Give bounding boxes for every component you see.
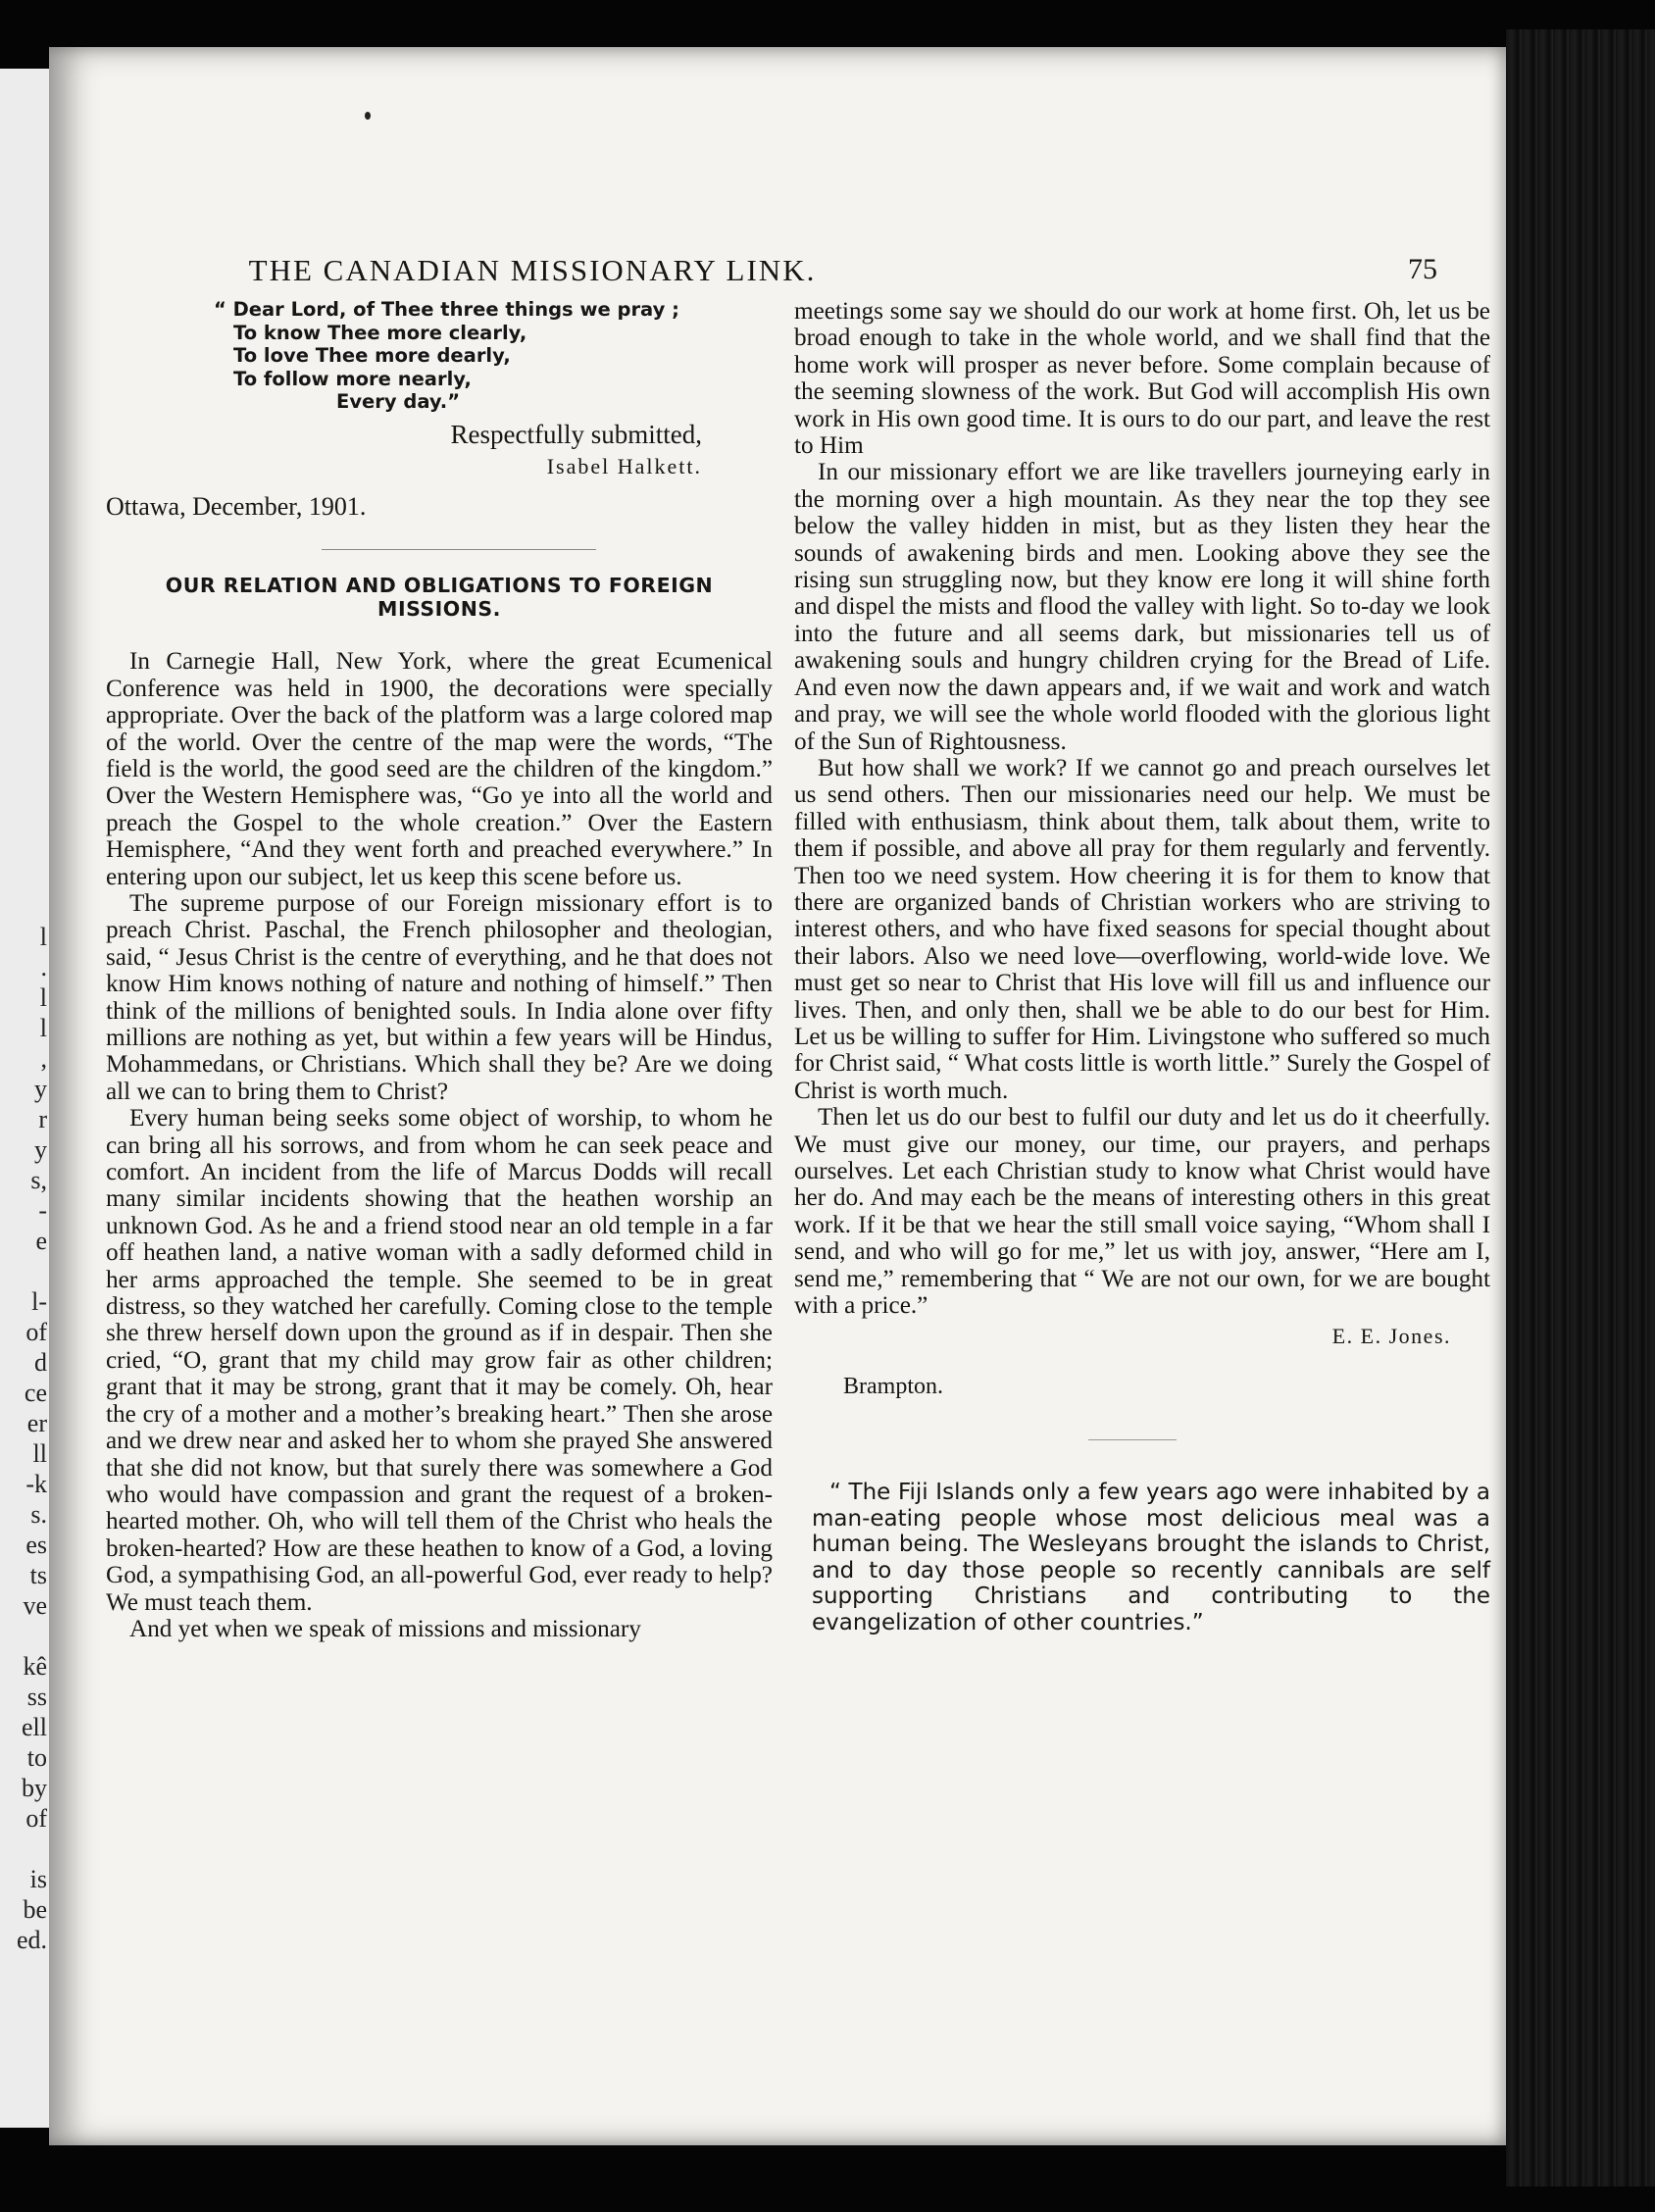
facing-page-fragment: ss	[26, 1683, 47, 1711]
facing-page-fragment: to	[26, 1743, 47, 1772]
facing-page-fragment: l	[39, 1014, 47, 1042]
paragraph: In Carnegie Hall, New York, where the great Ecumenical Conference was held in 1900, the decorations were specially appropriate. Over the back of the platform was a large colored map of the world. Over the centre of the map were the words, “The field is the world, the good seed are the children of the kingdom.” Over the Western Hemisphere was, “Go ye into all the world and preach the Gospel to the whole creation.” Over the Eastern Hemisphere, “And they went forth and preached everywhere.” In entering upon our subject, let us keep this scene before us.	[106, 648, 773, 890]
left-column	[106, 298, 773, 1642]
fiji-quote: “ The Fiji Islands only a few years ago were inhabited by a man-eating people whose most delicious meal was a human being. The Wesleyans brought the islands to Christ, and to day those people so recently cannibals are self supporting Christians and contributing to the evangelization of other countries.”	[812, 1480, 1490, 1635]
facing-page-fragment: l-	[31, 1287, 47, 1316]
poem-line: To love Thee more dearly,	[233, 344, 511, 367]
book-spine	[1506, 29, 1655, 2187]
poem-line: “ Dear Lord, of Thee three things we pray ;	[214, 298, 679, 321]
facing-page-fragment: ll	[32, 1439, 47, 1468]
poem-line: To follow more nearly,	[233, 367, 472, 390]
facing-page-fragment: r	[38, 1105, 47, 1133]
paragraph: Then let us do our best to fulfil our duty and let us do it cheerfully. We must give our money, our time, our prayers, and perhaps ourselves. Let each Christian study to know what Christ would have her do. And may each be the means of interesting others in this great work. If it be that we hear the still small voice saying, “Whom shall I send, and who will go for me,” let us with joy, answer, “Here am I, send me,” remembering that “ We are not our own, for we are bought with a price.”	[794, 1104, 1490, 1320]
facing-page-fragment	[17, 1621, 47, 1651]
poem-line: Every day.”	[336, 390, 461, 413]
paragraph: But how shall we work? If we cannot go and preach ourselves let us send others. Then our missionaries need our help. We must be filled with enthusiasm, think about them, talk about them, write to them if possible, and above all pray for them regularly and fervently. Then too we need system. How cheering it is for them to know that there are organized bands of Christian workers who are striving to interest others, and who have fixed seasons for special thought about their labors. Also we need love—overflowing, world-wide love. We must get so near to Christ that His love will fill us and influence our lives. Then, and only then, shall we be able to do our best for Him. Let us be willing to suffer for Him. Livingstone who suffered so much for Christ said, “ What costs little is worth little.” Surely the Gospel of Christ is worth much.	[794, 754, 1490, 1104]
facing-page-fragment: ell	[22, 1713, 47, 1741]
facing-page-fragment: ce	[24, 1379, 47, 1407]
facing-page-fragment: ,	[40, 1044, 47, 1073]
facing-page-fragment: ve	[23, 1591, 47, 1620]
facing-page-fragment: l	[39, 923, 47, 951]
section-divider	[1088, 1439, 1177, 1440]
closing: Respectfully submitted,	[450, 419, 702, 449]
facing-page-fragment: .	[40, 953, 47, 981]
facing-page-fragments	[17, 922, 47, 1955]
section-divider	[322, 549, 596, 550]
signature: Isabel Halkett.	[546, 453, 702, 478]
facing-page-fragment: be	[23, 1895, 47, 1924]
paragraph: In our missionary effort we are like travellers journeying early in the morning over a high mountain. As they near the top they see below the valley hidden in mist, but as they listen they hear the sounds of awakening birds and men. Looking above they see the rising sun struggling now, but they know ere long it will shine forth and dispel the mists and flood the valley with light. So to-day we look into the future and all seems dark, but missionaries tell us of awakening souls and hungry children crying for the Bread of Life. And even now the dawn appears and, if we wait and work and watch and pray, we will see the whole world flooded with the glorious light of the Sun of Rightousness.	[794, 459, 1490, 755]
facing-page-fragment: by	[22, 1774, 47, 1802]
facing-page-fragment: ts	[29, 1561, 47, 1589]
author-place: Brampton.	[843, 1373, 943, 1399]
facing-page-fragment: s.	[30, 1500, 47, 1529]
paragraph: Every human being seeks some object of worship, to whom he can bring all his sorrows, and from whom he can seek peace and comfort. An incident from the life of Marcus Dodds will recall many similar incidents showing that the heathen worship an unknown God. As he and a friend stood near an old temple in a far off heathen land, a native woman with a sadly deformed child in her arms approached the temple. She seemed to be in great distress, so they watched her carefully. Coming close to the temple she threw herself down upon the ground as if in despair. Then she cried, “O, grant that my child may grow fair as other children; grant that it may be strong, grant that it may be comely. Oh, hear the cry of a mother and a mother’s breaking heart.” Then she arose and we drew near and asked her to whom she prayed She answered that she did not know, but that surely there was somewhere a God who would have compassion and grant the request of a broken-hearted mother. Oh, who will tell them of the Christ who heals the broken-hearted? How are these heathen to know of a God, a loving God, a sympathising God, an all-powerful God, ever ready to help? We must teach them.	[106, 1105, 773, 1616]
page-number: 75	[1408, 253, 1437, 285]
paragraph: The supreme purpose of our Foreign missionary effort is to preach Christ. Paschal, the French philosopher and theologian, said, “ Jesus Christ is the centre of everything, and he that does not know Him knows nothing of nature and nothing of himself.” Then think of the millions of benighted souls. In India alone over fifty millions are nothing as yet, but within a few years will be Hindus, Mohammedans, or Christians. Which shall they be? Are we doing all we can to bring them to Christ?	[106, 889, 773, 1105]
facing-page-fragment: ed.	[16, 1926, 47, 1954]
page	[49, 47, 1506, 2145]
poem-line: To know Thee more clearly,	[233, 321, 527, 344]
facing-page-fragment: d	[34, 1348, 47, 1377]
dateline: Ottawa, December, 1901.	[106, 491, 367, 521]
paragraph: meetings some say we should do our work at home first. Oh, let us be broad enough to take in the whole world, and we shall find that the home work will prosper as never before. Some complain because of the seeming slowness of the work. But God will accomplish His own work in His own good time. It is ours to do our part, and leave the rest to Him	[794, 298, 1490, 460]
facing-page-fragment: er	[26, 1409, 47, 1437]
facing-page-fragment	[17, 1834, 47, 1864]
facing-page-fragment: l	[39, 983, 47, 1012]
facing-page-fragment: e	[35, 1227, 47, 1255]
facing-page-fragment: -	[38, 1196, 47, 1225]
poem	[214, 298, 773, 414]
facing-page-fragment: y	[34, 1135, 47, 1164]
ink-speck	[365, 112, 371, 120]
author-signature: E. E. Jones.	[1331, 1324, 1451, 1349]
facing-page-fragment: -k	[25, 1470, 47, 1498]
paragraph: And yet when we speak of missions and missionary	[129, 1615, 641, 1642]
facing-page-fragment: s,	[30, 1166, 47, 1194]
facing-page-fragment: of	[25, 1804, 47, 1833]
running-title: THE CANADIAN MISSIONARY LINK.	[248, 253, 817, 287]
facing-page-fragment	[17, 1256, 47, 1286]
facing-page-edge	[0, 69, 49, 2128]
facing-page-fragment: of	[25, 1318, 47, 1346]
facing-page-fragment: es	[25, 1531, 47, 1559]
article-heading: OUR RELATION AND OBLIGATIONS TO FOREIGN MISSIONS.	[165, 574, 714, 622]
facing-page-fragment: y	[34, 1075, 47, 1103]
facing-page-fragment: kê	[23, 1652, 47, 1681]
facing-page-fragment: is	[29, 1865, 47, 1893]
right-column	[794, 298, 1490, 1635]
